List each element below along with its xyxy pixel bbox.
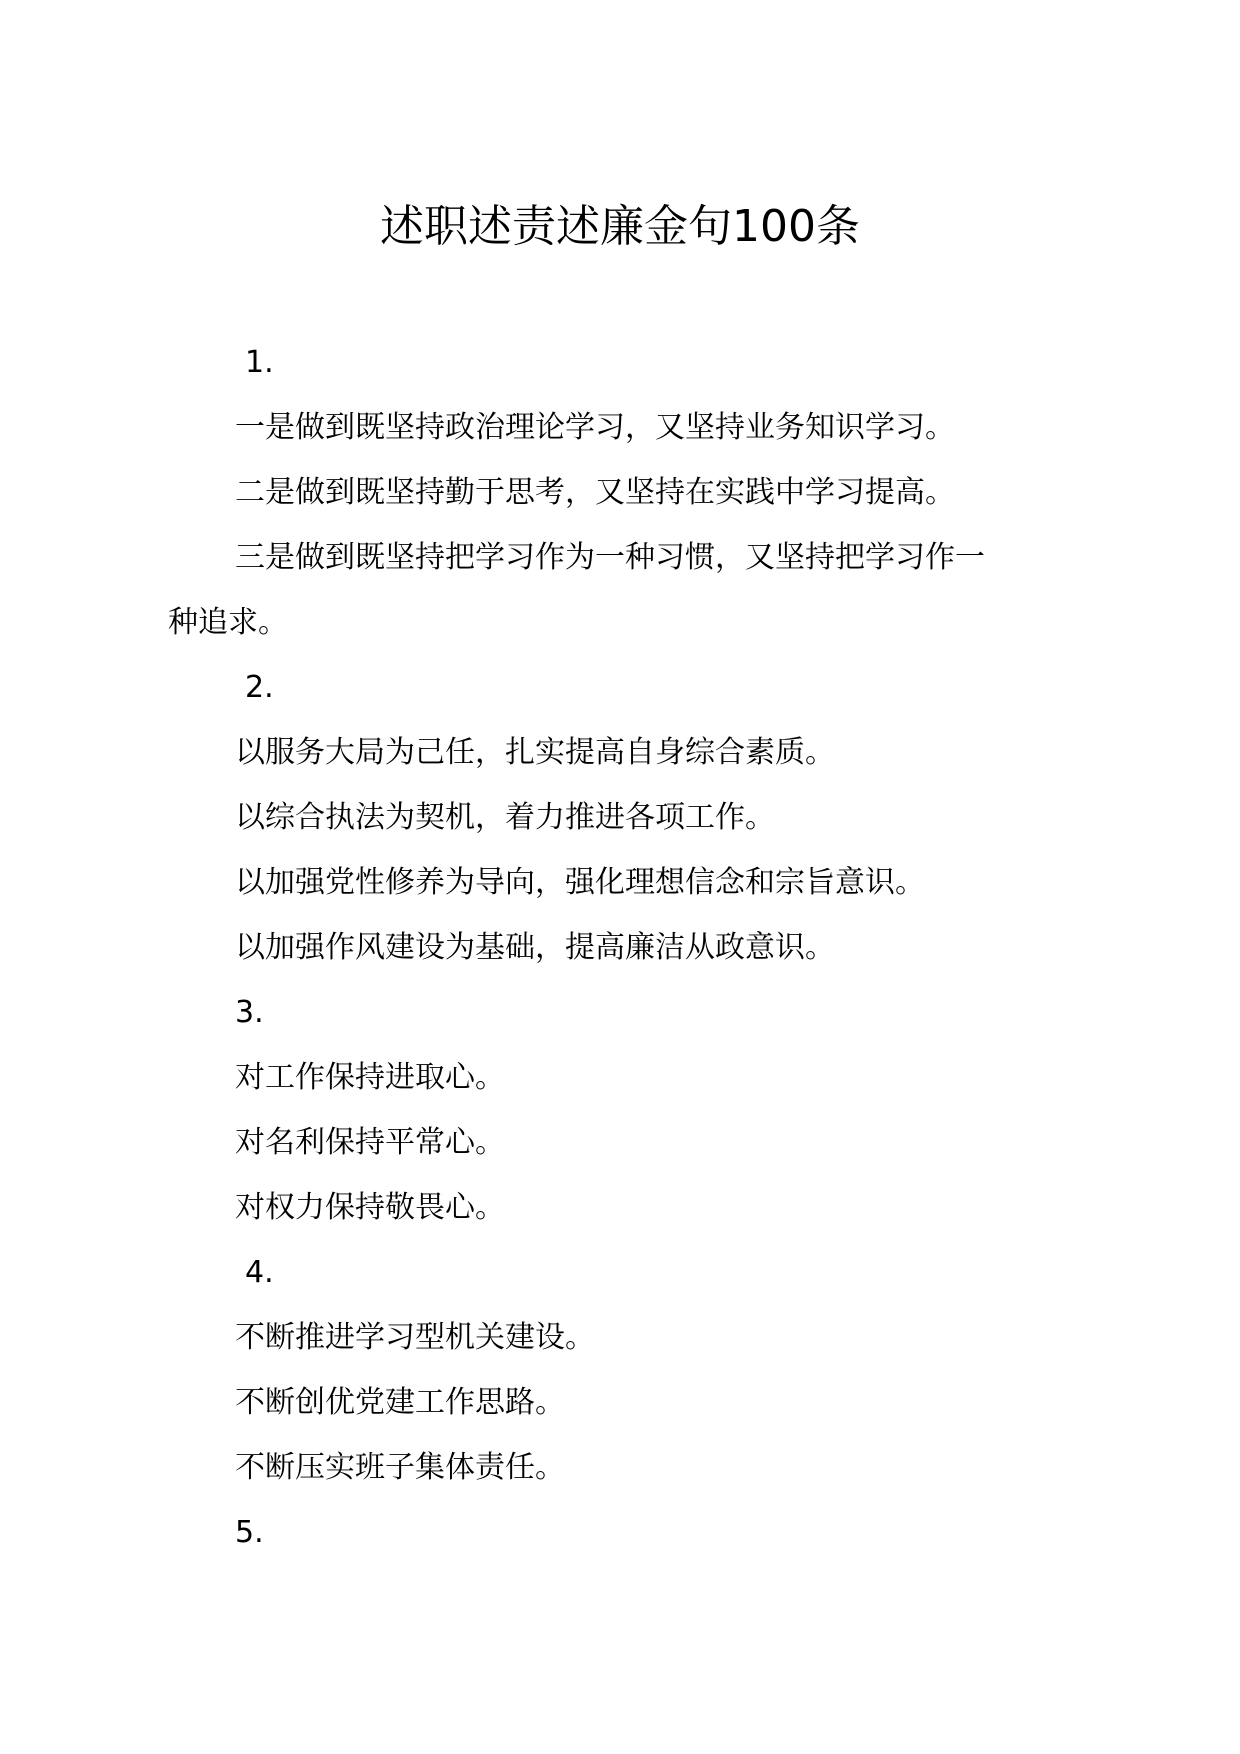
section-4-line-1: 不断推进学习型机关建设。 <box>235 1320 595 1355</box>
section-2-line-4: 以加强作风建设为基础，提高廉洁从政意识。 <box>235 930 835 965</box>
section-1-line-3: 三是做到既坚持把学习作为一种习惯，又坚持把学习作一 <box>235 540 985 575</box>
section-3-line-2: 对名利保持平常心。 <box>235 1125 505 1160</box>
section-number-2: 2. <box>245 670 274 705</box>
document-body <box>168 330 1088 1565</box>
section-number-5: 5. <box>235 1515 264 1550</box>
section-2-line-2: 以综合执法为契机，着力推进各项工作。 <box>235 800 775 835</box>
section-number-3: 3. <box>235 995 264 1030</box>
section-2-line-1: 以服务大局为己任，扎实提高自身综合素质。 <box>235 735 835 770</box>
section-1-line-2: 二是做到既坚持勤于思考，又坚持在实践中学习提高。 <box>235 475 955 510</box>
section-2-line-3: 以加强党性修养为导向，强化理想信念和宗旨意识。 <box>235 865 925 900</box>
section-1-line-4: 种追求。 <box>168 605 288 640</box>
section-1-line-1: 一是做到既坚持政治理论学习，又坚持业务知识学习。 <box>235 410 955 445</box>
section-4-line-3: 不断压实班子集体责任。 <box>235 1450 565 1485</box>
section-3-line-3: 对权力保持敬畏心。 <box>235 1190 505 1225</box>
section-3-line-1: 对工作保持进取心。 <box>235 1060 505 1095</box>
document-title: 述职述责述廉金句100条 <box>380 201 860 252</box>
section-number-1: 1. <box>245 345 274 380</box>
section-number-4: 4. <box>245 1255 274 1290</box>
section-4-line-2: 不断创优党建工作思路。 <box>235 1385 565 1420</box>
